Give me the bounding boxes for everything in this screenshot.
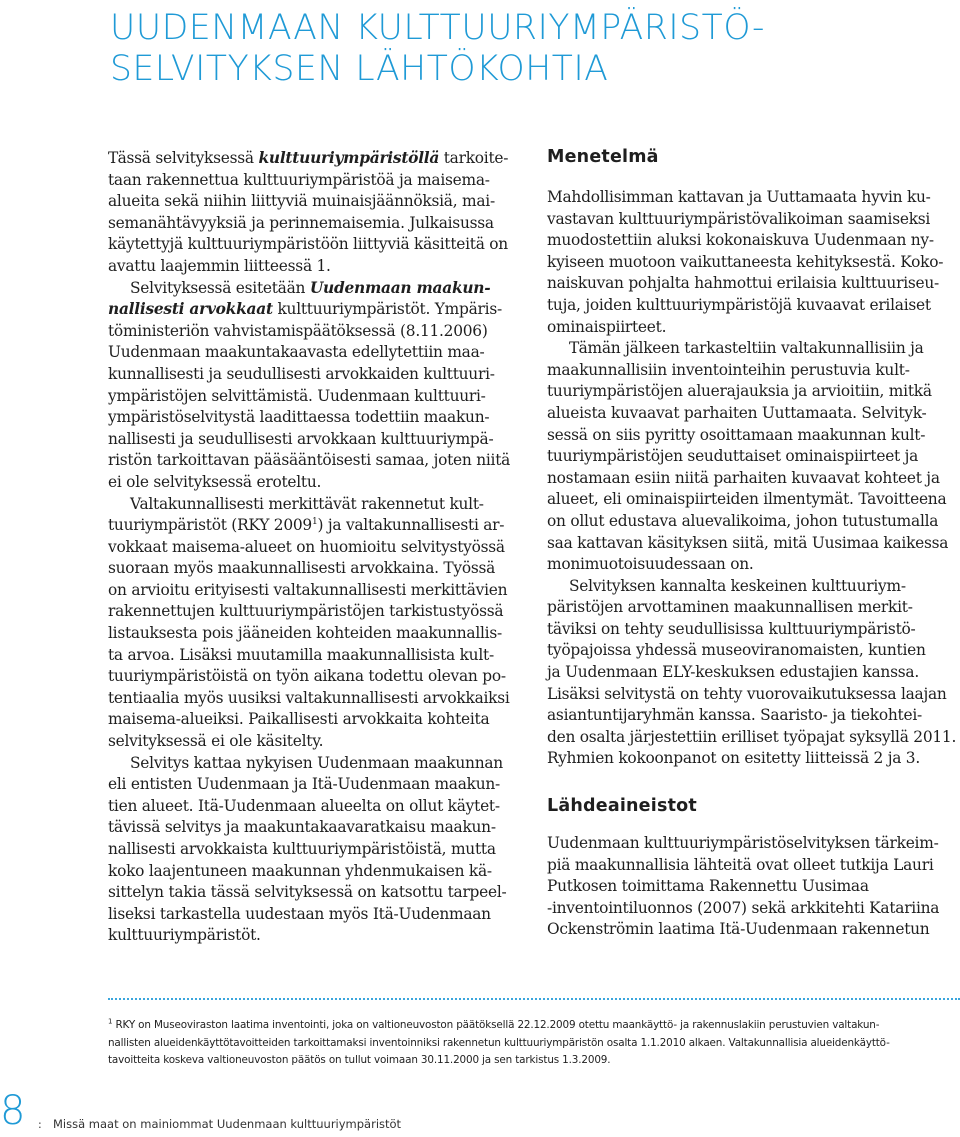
text-line: Ryhmien kokoonpanot on esitetty liitteissä 2 ja 3. (547, 749, 920, 768)
text-line: selvityksessä ei ole käsitelty. (108, 732, 324, 751)
text-line: on ollut edustava aluevalikoima, johon tutustumalla (547, 511, 939, 530)
text-line: ominaispiirteet. (547, 317, 667, 336)
paragraph (108, 148, 520, 278)
text-line: asiantuntijaryhmän kanssa. Saaristo- ja tiekohtei- (547, 706, 922, 725)
left-column (108, 148, 520, 947)
text-line: Putkosen toimittama Rakennettu Uusimaa (547, 877, 869, 896)
text-line: tuja, joiden kulttuuriympäristöjä kuvaavat erilaiset (547, 295, 931, 314)
text-line: eli entisten Uudenmaan ja Itä-Uudenmaan maakun- (108, 775, 501, 794)
footnote-line: $^1$ RKY on Museoviraston laatima inventointi, joka on valtioneuvoston päätöksellä 22.12.2009 otettu maankäyttö- ja rakennuslakiin perustuvien valtakun- (108, 1017, 880, 1031)
text-line: on arvioitu erityisesti valtakunnallisesti merkittävien (108, 580, 508, 599)
text-line: työpajoissa yhdessä museoviranomaisten, kuntien (547, 641, 926, 660)
footnote-line: nallisten alueidenkäyttötavoitteiden tarkoittamaksi inventoinniksi rakennetun kulttuuriympäristön osalta 1.1.2010 alkaen. Valtakunnallisia alueidenkäyttö- (108, 1036, 890, 1049)
text-line: alueita sekä niihin liittyviä muinaisjäännöksiä, mai- (108, 192, 495, 211)
text-line: päristöjen arvottaminen maakunnallisen merkit- (547, 598, 913, 617)
footnote-line: tavoitteita koskeva valtioneuvoston päätös on tullut voimaan 30.11.2000 ja sen tarkistus 1.3.2009. (108, 1054, 611, 1066)
text-line: Uudenmaan maakuntakaavasta edellytettiin maa- (108, 343, 485, 362)
text-line: vokkaat maisema-alueet on huomioitu selvitystyössä (108, 537, 505, 556)
text-line: Tässä selvityksessä kulttuuriympäristöllä tarkoite- (108, 149, 509, 167)
page-title-line: UUDENMAAN KULTTUURIYMPÄRISTÖ- (110, 8, 766, 48)
running-footer-title: Missä maat on mainiommat Uudenmaan kulttuuriympäristöt (53, 1117, 402, 1131)
text-line: ei ole selvityksessä eroteltu. (108, 472, 322, 491)
text-line: käytettyjä kulttuuriympäristöön liittyviä käsitteitä on (108, 235, 508, 254)
text-line: nostamaan esiin niitä parhaiten kuvaavat kohteet ja (547, 468, 940, 487)
page-number: 8 (0, 1088, 26, 1134)
text-line: maakunnallisiin inventointeihin perustuvia kult- (547, 360, 910, 379)
text-line: alueista kuvaavat parhaiten Uuttamaata. Selvityk- (547, 403, 927, 422)
text-line: sittelyn takia tässä selvityksessä on katsottu tarpeel- (108, 883, 507, 902)
paragraph (547, 576, 959, 770)
text-line: rakennettujen kulttuuriympäristöjen tarkistustyössä (108, 602, 504, 621)
text-line: töministeriön vahvistamispäätöksessä (8.11.2006) (108, 321, 488, 340)
text-line: Selvityksen kannalta keskeinen kulttuuriym- (569, 576, 906, 595)
text-line: Valtakunnallisesti merkittävät rakennetut kult- (130, 494, 484, 513)
text-line: tuuriympäristöjen aluerajauksia ja arvioitiin, mitkä (547, 382, 932, 401)
text-line: nallisesti ja seudullisesti arvokkaan kulttuuriympä- (108, 429, 494, 448)
right-column (547, 146, 959, 941)
text-line: ympäristöjen selvittämistä. Uudenmaan kulttuuri- (108, 386, 486, 405)
footnote-ref[interactable]: 1 (311, 516, 318, 527)
text-line: tävissä selvitys ja maakuntakaavaratkaisu maakun- (108, 818, 496, 837)
text-line: ristön tarkoittavan pääsääntöisesti samaa, joten niitä (108, 451, 511, 470)
text-line: maisema-alueiksi. Paikallisesti arvokkaita kohteita (108, 710, 490, 729)
text-line: Lisäksi selvitystä on tehty vuorovaikutuksessa laajan (547, 684, 947, 703)
text-line: nallisesti arvokkaista kulttuuriympäristöistä, mutta (108, 840, 496, 858)
text-line: muodostettiin aluksi kokonaiskuva Uudenmaan ny- (547, 231, 934, 250)
page-title-line: SELVITYKSEN LÄHTÖKOHTIA (110, 49, 609, 89)
text-line: saa kattavan käsityksen siitä, mitä Uusimaa kaikessa (547, 533, 949, 552)
section-heading-lahdeaineistot: Lähdeaineistot (547, 796, 697, 817)
paragraph (108, 278, 520, 494)
text-line: den osalta järjestettiin erilliset työpajat syksyllä 2011. (547, 727, 957, 746)
text-line: naiskuvan pohjalta hahmottui erilaisia kulttuuriseu- (547, 274, 939, 293)
text-line: tien alueet. Itä-Uudenmaan alueelta on ollut käytet- (108, 796, 500, 815)
text-line: tuuriympäristöjen seuduttaiset ominaispiirteet ja (547, 447, 919, 466)
text-line: semanähtävyyksiä ja perinnemaisemia. Julkaisussa (108, 213, 494, 232)
text-line: Ockenströmin laatima Itä-Uudenmaan rakennetun (547, 920, 930, 939)
footnote-marker: 1 (108, 1017, 113, 1026)
text-line: kunnallisesti ja seudullisesti arvokkaiden kulttuuri- (108, 364, 495, 383)
text-line: Uudenmaan kulttuuriympäristöselvityksen tärkeim- (547, 834, 939, 853)
text-line: tuuriympäristöistä on työn aikana todettu olevan po- (108, 667, 506, 686)
text-line: täviksi on tehty seudullisissa kulttuuriympäristö- (547, 619, 916, 638)
text-line: Selvitys kattaa nykyisen Uudenmaan maakunnan (130, 753, 503, 772)
emphasis: kulttuuriympäristöllä (258, 149, 440, 167)
text-line: piä maakunnallisia lähteitä ovat olleet tutkija Lauri (547, 855, 934, 874)
paragraph (108, 494, 520, 753)
text-line: Tämän jälkeen tarkasteltiin valtakunnallisiin ja (569, 339, 924, 358)
text-line: alueet, eli ominaispiirteiden ilmentymät. Tavoitteena (547, 490, 947, 509)
text-line: tentiaalia myös uusiksi valtakunnallisesti arvokkaiksi (108, 688, 510, 707)
text-line: taan rakennettua kulttuuriympäristöä ja maisema- (108, 170, 490, 189)
paragraph (547, 187, 959, 338)
text-line: ja Uudenmaan ELY-keskuksen edustajien kanssa. (547, 663, 919, 682)
text-line: suoraan myös maakunnallisesti arvokkaina. Työssä (108, 559, 496, 578)
text-line: ympäristöselvitystä laadittaessa todettiin maakun- (108, 408, 490, 427)
page-title (110, 8, 765, 90)
text-line: vastavan kulttuuriympäristövalikoiman saamiseksi (547, 209, 931, 228)
text-line: Selvityksessä esitetään Uudenmaan maakun- (130, 278, 491, 297)
text-line: sessä on siis pyritty osoittamaan maakunnan kult- (547, 425, 926, 444)
paragraph (108, 753, 520, 947)
text-line: ta arvoa. Lisäksi muutamilla maakunnallisista kult- (108, 645, 494, 664)
paragraph (547, 833, 959, 941)
text-line: liseksi tarkastella uudestaan myös Itä-Uudenmaan (108, 904, 491, 923)
emphasis: nallisesti arvokkaat (108, 300, 273, 319)
text-line: kyiseen muotoon vaikuttaneesta kehityksestä. Koko- (547, 252, 944, 271)
emphasis: Uudenmaan maakun- (309, 278, 491, 297)
page-number-separator: : (38, 1118, 42, 1131)
text-line: avattu laajemmin liitteessä 1. (108, 256, 331, 275)
text-line: -inventointiluonnos (2007) sekä arkkitehti Katariina (547, 898, 940, 917)
text-line: Mahdollisimman kattavan ja Uuttamaata hyvin ku- (547, 188, 931, 206)
text-line: monimuotoisuudessaan on. (547, 555, 754, 574)
footnote (108, 1017, 958, 1070)
footnote-divider (108, 998, 960, 1000)
text-line: nallisesti arvokkaat kulttuuriympäristöt. Ympäris- (108, 300, 502, 319)
text-line: tuuriympäristöt (RKY 2009$^1$) ja valtakunnallisesti ar- (108, 516, 505, 535)
paragraph (547, 338, 959, 576)
section-heading-menetelma: Menetelmä (547, 147, 659, 167)
text-line: kulttuuriympäristöt. (108, 926, 261, 945)
text-line: koko laajentuneen maakunnan yhdenmukaisen kä- (108, 861, 492, 880)
text-line: listauksesta pois jääneiden kohteiden maakunnallis- (108, 624, 502, 643)
